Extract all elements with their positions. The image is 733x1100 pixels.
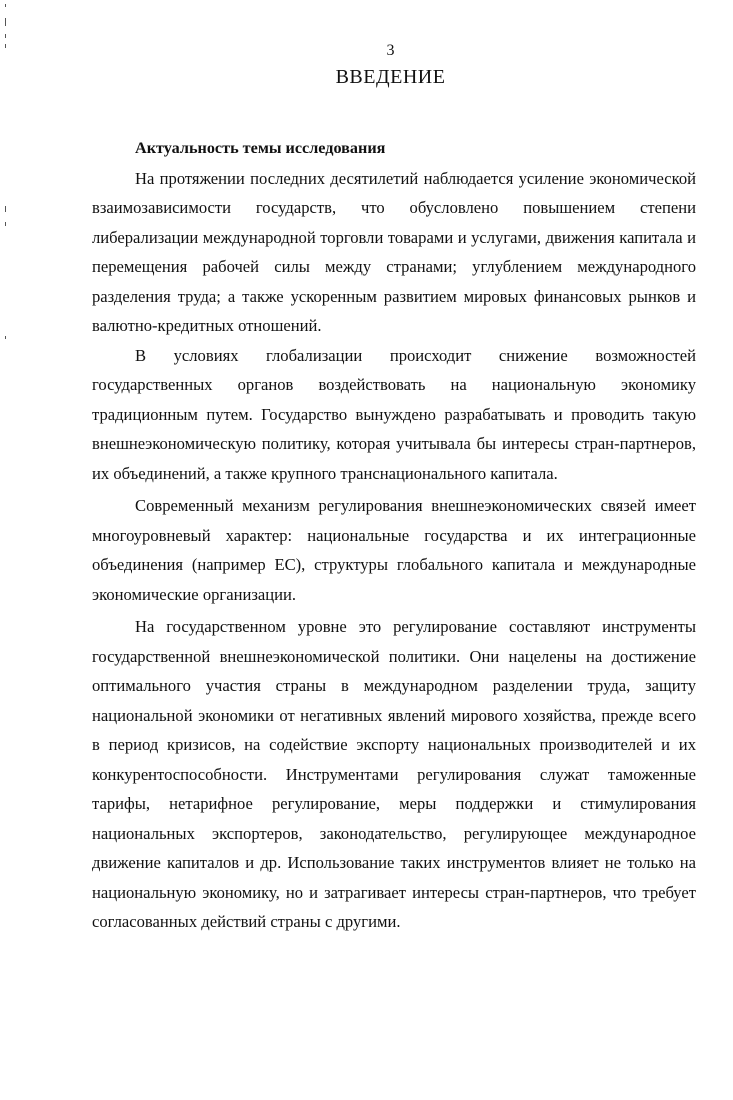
- document-body: [92, 134, 696, 937]
- paragraph-4: На государственном уровне это регулирование составляют инструменты государственной внешнеэкономической политики. Они нацелены на достижение оптимального участия страны в международном разделении труда, защиту национальной экономики от негативных явлений мирового хозяйства, прежде всего в период кризисов, на содействие экспорту национальных производителей и их конкурентоспособности. Инструментами регулирования служат таможенные тарифы, нетарифное регулирование, меры поддержки и стимулирования национальных экспортеров, законодательство, регулирующее международное движение капиталов и др. Использование таких инструментов влияет не только на национальную экономику, но и затрагивает интересы стран-партнеров, что требует согласованных действий страны с другими.: [92, 617, 696, 931]
- paragraph-3: Современный механизм регулирования внешнеэкономических связей имеет многоуровневый характер: национальные государства и их интеграционные объединения (например ЕС), структуры глобального капитала и международные экономические организации.: [92, 496, 696, 604]
- paragraph-1: На протяжении последних десятилетий наблюдается усиление экономической взаимозависимости государств, что обусловлено повышением степени либерализации международной торговли товарами и услугами, движения капитала и перемещения рабочей силы между странами; углублением международного разделения труда; а также ускоренным развитием мировых финансовых рынков и валютно-кредитных отношений.: [92, 168, 696, 335]
- paragraph-2: В условиях глобализации происходит снижение возможностей государственных органов воздействовать на национальную экономику традиционным путем. Государство вынуждено разрабатывать и проводить такую внешнеэкономическую политику, которая учитывала бы интересы стран-партнеров, их объединений, а также крупного транснационального капитала.: [92, 345, 696, 483]
- page-number: 3: [386, 42, 395, 59]
- page-title: ВВЕДЕНИЕ: [335, 66, 446, 88]
- section-heading: Актуальность темы исследования: [135, 139, 386, 157]
- scan-margin-marks: [3, 0, 13, 400]
